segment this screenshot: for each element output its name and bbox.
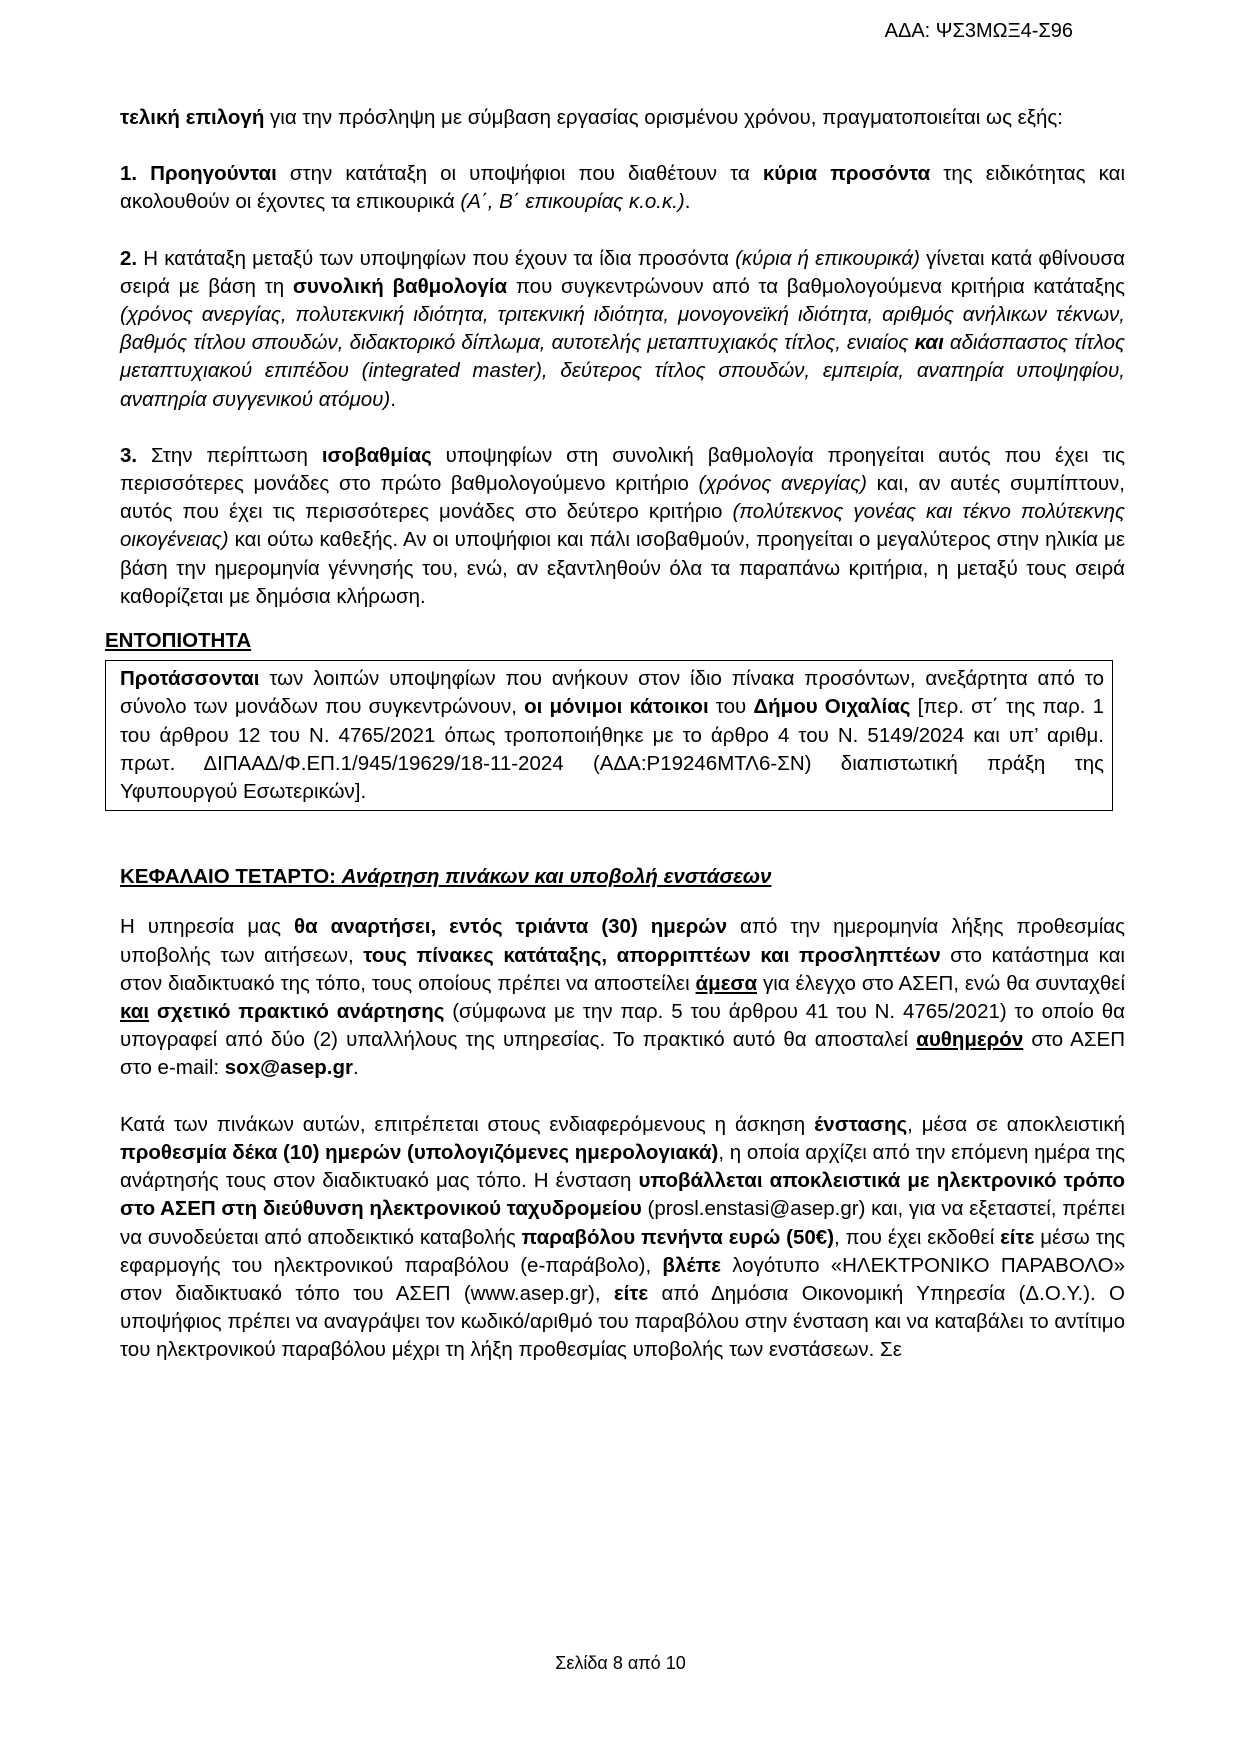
bold-underlined-text: και	[120, 1000, 150, 1024]
bold-text: Δήμου Οιχαλίας	[753, 695, 911, 719]
chapter-subtitle: Ανάρτηση πινάκων και υποβολή ενστάσεων	[341, 865, 772, 889]
item-number: 3.	[120, 443, 138, 467]
bold-text: τους πίνακες κατάταξης, απορριπτέων και προσληπτέων	[363, 943, 941, 967]
italic-text: (χρόνος ανεργίας)	[698, 472, 867, 496]
text: των λοιπών υποψηφίων που ανήκουν στον ίδιο πίνακα προσόντων, ανεξάρτητα από το σύνολο των μονάδων που συγκεντρώνουν,	[120, 667, 1104, 719]
item-number: 2.	[120, 246, 138, 270]
italic-text: (Α΄, Β΄ επικουρίας κ.ο.κ.)	[460, 190, 685, 214]
bold-text: προθεσμία δέκα (10) ημερών (υπολογιζόμενες ημερολογιακά)	[120, 1140, 719, 1164]
text: που συγκεντρώνουν από τα βαθμολογούμενα κριτήρια κατάταξης	[507, 274, 1126, 298]
ada-code: ΑΔΑ: ΨΣ3ΜΩΞ4-Σ96	[884, 20, 1073, 42]
bold-underlined-text: άμεσα	[695, 971, 758, 995]
text: , που έχει εκδοθεί	[834, 1225, 1001, 1249]
item-number: 1. Προηγούνται	[120, 162, 277, 186]
bold-text: βλέπε	[662, 1253, 721, 1277]
chapter-heading	[120, 863, 1125, 891]
bold-text: είτε	[613, 1281, 649, 1305]
bold-text: τελική επιλογή	[120, 106, 265, 129]
email-address: sox@asep.gr	[224, 1056, 354, 1080]
page-content	[105, 104, 1126, 1365]
posting-paragraph	[120, 913, 1125, 1082]
italic-text: (κύρια ή επικουρικά)	[735, 246, 920, 270]
text: Η υπηρεσία μας	[120, 915, 294, 939]
criteria-item-1	[120, 160, 1125, 216]
bold-text: είτε	[1000, 1225, 1035, 1249]
text: Κατά των πινάκων αυτών, επιτρέπεται στους ενδιαφερόμενους η άσκηση	[120, 1112, 815, 1136]
text: και ούτω καθεξής. Αν οι υποψήφιοι και πάλι ισοβαθμούν, προηγείται ο μεγαλύτερος στην ηλικία με βάση την ημερομηνία γέννησής του, ενώ, αν εξαντληθούν όλα τα παραπάνω κριτήρια, η μεταξύ τους σειρά καθορίζεται με δημόσια κλήρωση.	[120, 528, 1125, 608]
text: (σύμφωνα με την παρ. 5 του άρθρου 41 του Ν. 4765/2021) το οποίο θα υπογραφεί από δύο (2) υπαλλήλους της υπηρεσίας. Το πρακτικό αυτό θα αποσταλεί	[120, 1000, 1125, 1052]
objection-paragraph	[120, 1111, 1125, 1365]
bold-text: σχετικό πρακτικό ανάρτησης	[156, 1000, 445, 1024]
bold-text: ισοβαθμίας	[321, 443, 432, 467]
text: , μέσα σε αποκλειστική	[907, 1112, 1125, 1136]
bold-text: Προτάσσονται	[120, 667, 260, 691]
text: για έλεγχο στο ΑΣΕΠ, ενώ θα συνταχθεί	[757, 971, 1126, 995]
chapter-title: ΚΕΦΑΛΑΙΟ ΤΕΤΑΡΤΟ:	[120, 865, 342, 889]
bold-text: οι μόνιμοι κάτοικοι	[524, 695, 709, 719]
text: (prosl.enstasi@asep.gr) και, για να εξεταστεί, πρέπει να συνοδεύεται από αποδεικτικό καταβολής	[120, 1197, 1125, 1249]
text: της ειδικότητας και ακολουθούν οι έχοντες τα επικουρικά	[120, 162, 1126, 214]
text: στην κατάταξη οι υποψήφιοι που διαθέτουν τα	[276, 162, 763, 186]
text	[149, 1000, 157, 1023]
text: [περ. στ΄ της παρ. 1 του άρθρου 12 του Ν. 4765/2021 όπως τροποποιήθηκε με το άρθρο 4 του Ν. 5149/2024 και υπ’ αριθμ. πρωτ. ΔΙΠΑΑΔ/Φ.ΕΠ.1/945/19629/18-11-2024 (ΑΔΑ:Ρ19246ΜΤΛ6-ΣΝ) διαπιστωτική πράξη της Υφυπουργού Εσωτερικών].	[120, 695, 1104, 804]
locality-box	[105, 660, 1113, 811]
bold-text: υποβάλλεται αποκλειστικά με ηλεκτρονικό τρόπο στο ΑΣΕΠ στη διεύθυνση ηλεκτρονικού ταχυδρομείου	[120, 1169, 1125, 1221]
bold-underlined-text: αυθημερόν	[916, 1028, 1024, 1052]
text: από την ημερομηνία λήξης προθεσμίας υποβολής των αιτήσεων,	[120, 915, 1125, 967]
criteria-item-3	[120, 442, 1125, 611]
text: , η οποία αρχίζει από την επόμενη ημέρα της ανάρτησής τους στον διαδικτυακό μας τόπο. Η ένσταση	[120, 1140, 1126, 1193]
bold-text: θα αναρτήσει, εντός τριάντα (30) ημερών	[293, 915, 727, 939]
text: λογότυπο «ΗΛΕΚΤΡΟΝΙΚΟ ΠΑΡΑΒΟΛΟ» στον διαδικτυακό τόπο του ΑΣΕΠ (www.asep.gr),	[120, 1253, 1125, 1305]
intro-paragraph	[120, 104, 1125, 132]
text: υποψηφίων στη συνολική βαθμολογία προηγείται αυτός που έχει τις περισσότερες μονάδες στο πρώτο βαθμολογούμενο κριτήριο	[120, 443, 1126, 496]
text: για την πρόσληψη με σύμβαση εργασίας ορισμένου χρόνου, πραγματοποιείται ως εξής:	[264, 106, 1063, 129]
italic-text: (πολύτεκνος γονέας και τέκνο πολύτεκνης οικογένειας)	[120, 500, 1125, 552]
page-number: Σελίδα 8 από 10	[555, 1653, 686, 1673]
text: στο ΑΣΕΠ στο e-mail:	[120, 1028, 1125, 1080]
text: .	[684, 190, 691, 214]
bold-italic-text: και	[914, 331, 944, 355]
italic-text: αδιάσπαστος τίτλος μεταπτυχιακού επιπέδου (integrated master), δεύτερος τίτλος σπουδών, εμπειρία, αναπηρία υποψηφίου, αναπηρία συγγενικού ατόμου)	[120, 331, 1125, 411]
text: από Δημόσια Οικονομική Υπηρεσία (Δ.Ο.Υ.). Ο υποψήφιος πρέπει να αναγράψει τον κωδικό/αριθμό του παραβόλου στην ένσταση και να καταβάλει το αντίτιμο του ηλεκτρονικού παραβόλου μέχρι τη λήξη προθεσμίας υποβολής των ενστάσεων. Σε	[120, 1281, 1125, 1362]
text: του	[708, 695, 754, 719]
text: .	[390, 387, 396, 411]
text: γίνεται κατά φθίνουσα σειρά με βάση τη	[120, 246, 1126, 298]
text: στο κατάστημα και στον διαδικτυακό της τόπο, τους οποίους πρέπει να αποστείλει	[120, 943, 1125, 995]
bold-text: παραβόλου πενήντα ευρώ (50€)	[521, 1225, 835, 1249]
text: Η κατάταξη μεταξύ των υποψηφίων που έχουν τα ίδια προσόντα	[137, 246, 736, 270]
italic-text: (χρόνος ανεργίας, πολυτεκνική ιδιότητα, τριτεκνική ιδιότητα, μονογονεϊκή ιδιότητα, αριθμός ανήλικων τέκνων, βαθμός τίτλου σπουδών, διδακτορικό δίπλωμα, αυτοτελής μεταπτυχιακός τίτλος, ενιαίος	[120, 303, 1125, 355]
bold-text: συνολική βαθμολογία	[292, 274, 508, 298]
text: μέσω της εφαρμογής του ηλεκτρονικού παραβόλου (e-παράβολο),	[120, 1225, 1125, 1277]
bold-text: ένστασης	[814, 1112, 908, 1136]
text: .	[353, 1056, 359, 1080]
locality-heading: ΕΝΤΟΠΙΟΤΗΤΑ	[105, 629, 252, 653]
criteria-item-2	[120, 245, 1125, 414]
text: Στην περίπτωση	[137, 443, 322, 467]
bold-text: κύρια προσόντα	[762, 162, 931, 186]
text: και, αν αυτές συμπίπτουν, αυτός που έχει τις περισσότερες μονάδες στο δεύτερο κριτήριο	[120, 472, 1126, 524]
locality-paragraph	[120, 665, 1104, 806]
